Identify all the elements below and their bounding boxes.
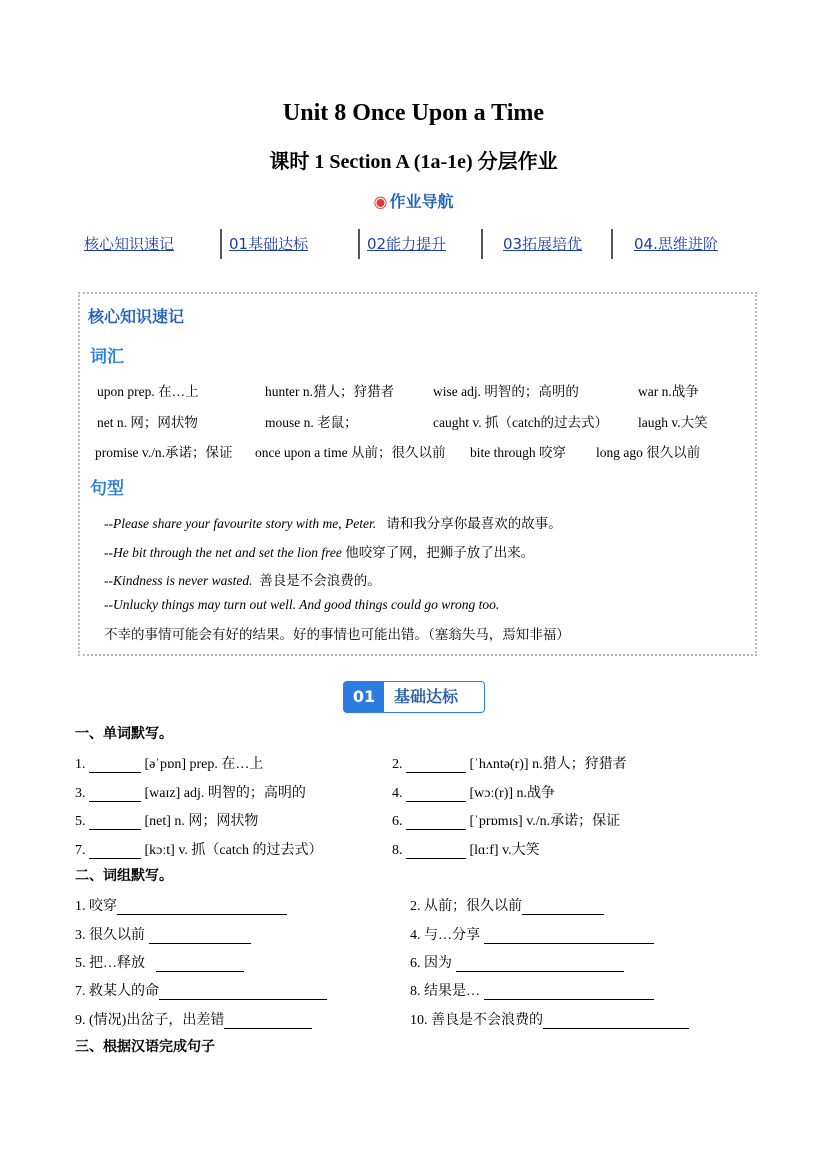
vocab-item: upon prep. 在…上 — [97, 384, 199, 399]
nav-divider — [481, 229, 483, 259]
answer-blank[interactable] — [159, 985, 327, 1000]
part-heading: 一、单词默写。 — [75, 726, 173, 742]
question-number: 3. — [75, 786, 86, 801]
phrase-question — [75, 895, 287, 915]
phrase-question — [410, 1009, 689, 1029]
badge-label: 基础达标 — [394, 687, 459, 706]
question-hint: [kɔːt] v. 抓（catch 的过去式） — [144, 843, 323, 858]
part-heading: 三、根据汉语完成句子 — [75, 1039, 215, 1055]
question-hint: [əˈpɒn] prep. 在…上 — [144, 757, 264, 772]
word-question — [392, 782, 555, 802]
question-text: 6. 因为 — [410, 956, 452, 971]
vocab-item: hunter n.猎人；狩猎者 — [265, 384, 394, 399]
nav-heading — [0, 189, 827, 212]
sentence-heading: 句型 — [90, 479, 124, 499]
question-hint: [waɪz] adj. 明智的；高明的 — [144, 786, 306, 801]
answer-blank[interactable] — [89, 815, 141, 830]
phrase-question — [410, 924, 654, 944]
word-question — [392, 810, 620, 830]
sentence-item — [104, 597, 499, 613]
answer-blank[interactable] — [543, 1014, 689, 1029]
sentence-zh: 他咬穿了网，把狮子放了出来。 — [345, 545, 535, 560]
nav-divider — [611, 229, 613, 259]
question-hint: [net] n. 网；网状物 — [144, 814, 259, 829]
sentence-item — [104, 541, 534, 561]
answer-blank[interactable] — [406, 815, 466, 830]
question-number: 6. — [392, 814, 403, 829]
vocab-item: wise adj. 明智的；高明的 — [433, 384, 579, 399]
answer-blank[interactable] — [117, 900, 287, 915]
nav-link-02[interactable]: 02能力提升 — [367, 235, 447, 253]
question-text: 5. 把…释放 — [75, 956, 145, 971]
phrase-question — [410, 895, 604, 915]
question-text: 10. 善良是不会浪费的 — [410, 1013, 543, 1028]
vocab-item: net n. 网；网状物 — [97, 415, 198, 430]
question-number: 7. — [75, 843, 86, 858]
word-question — [75, 839, 322, 859]
answer-blank[interactable] — [156, 957, 244, 972]
answer-blank[interactable] — [456, 957, 624, 972]
question-text: 2. 从前；很久以前 — [410, 899, 522, 914]
phrase-question — [75, 952, 244, 972]
answer-blank[interactable] — [484, 929, 654, 944]
sentence-zh-last: 不幸的事情可能会有好的结果。好的事情也可能出错。（塞翁失马，焉知非福） — [104, 627, 570, 642]
phrase-question — [410, 952, 624, 972]
question-hint: [ˈhʌntə(r)] n.猎人；狩猎者 — [469, 757, 627, 772]
nav-link-01[interactable]: 01基础达标 — [229, 235, 309, 253]
question-hint: [lɑːf] v.大笑 — [469, 843, 540, 858]
question-number: 4. — [392, 786, 403, 801]
question-text: 1. 咬穿 — [75, 899, 117, 914]
vocab-item: bite through 咬穿 — [470, 445, 566, 460]
page-subtitle: 课时 1 Section A (1a-1e) 分层作业 — [269, 151, 558, 173]
sentence-zh: 善良是不会浪费的。 — [259, 573, 381, 588]
nav-divider — [220, 229, 222, 259]
sentence-en: --Unlucky things may turn out well. And good things could go wrong too. — [104, 597, 500, 612]
nav-heading-label: 作业导航 — [389, 192, 454, 211]
word-question — [75, 810, 258, 830]
answer-blank[interactable] — [89, 844, 141, 859]
question-text: 4. 与…分享 — [410, 928, 480, 943]
answer-blank[interactable] — [149, 929, 251, 944]
answer-blank[interactable] — [224, 1014, 312, 1029]
word-question — [75, 782, 306, 802]
vocab-item: promise v./n.承诺；保证 — [95, 445, 233, 460]
vocab-item: war n.战争 — [638, 384, 699, 399]
vocab-item: mouse n. 老鼠； — [265, 415, 358, 430]
sentence-item — [104, 512, 562, 532]
question-text: 8. 结果是… — [410, 984, 480, 999]
sentence-en: --Please share your favourite story with me, Peter. — [104, 516, 377, 531]
section-badge — [343, 681, 485, 713]
location-pin-icon: ◉ — [373, 192, 388, 211]
question-number: 1. — [75, 757, 86, 772]
question-number: 5. — [75, 814, 86, 829]
badge-number: 01 — [344, 682, 384, 712]
homework-nav — [70, 229, 770, 261]
nav-divider — [358, 229, 360, 259]
vocab-heading: 词汇 — [90, 347, 124, 367]
page-title: Unit 8 Once Upon a Time — [282, 100, 545, 126]
answer-blank[interactable] — [522, 900, 604, 915]
question-text: 7. 救某人的命 — [75, 984, 159, 999]
answer-blank[interactable] — [406, 844, 466, 859]
vocab-item: laugh v.大笑 — [638, 415, 708, 430]
phrase-question — [75, 924, 251, 944]
sentence-en: --Kindness is never wasted. — [104, 573, 253, 588]
sentence-en: --He bit through the net and set the lion free — [104, 545, 342, 560]
nav-link-04[interactable]: 04.思维进阶 — [634, 235, 718, 253]
word-question — [75, 753, 263, 773]
phrase-question — [75, 980, 327, 1000]
answer-blank[interactable] — [89, 787, 141, 802]
word-question — [392, 839, 540, 859]
answer-blank[interactable] — [484, 985, 654, 1000]
answer-blank[interactable] — [406, 787, 466, 802]
answer-blank[interactable] — [406, 758, 466, 773]
word-question — [392, 753, 627, 773]
nav-link-core-knowledge[interactable]: 核心知识速记 — [84, 235, 175, 253]
vocab-item: caught v. 抓（catch的过去式） — [433, 415, 608, 430]
knowledge-heading: 核心知识速记 — [88, 307, 185, 326]
question-number: 8. — [392, 843, 403, 858]
nav-link-03[interactable]: 03拓展培优 — [503, 235, 583, 253]
part-heading: 二、词组默写。 — [75, 868, 173, 884]
question-hint: [wɔː(r)] n.战争 — [469, 786, 556, 801]
question-text: 9. (情况)出岔子，出差错 — [75, 1013, 225, 1028]
answer-blank[interactable] — [89, 758, 141, 773]
vocab-item: long ago 很久以前 — [596, 445, 701, 460]
question-hint: [ˈprɒmɪs] v./n.承诺；保证 — [469, 814, 621, 829]
question-number: 2. — [392, 757, 403, 772]
question-text: 3. 很久以前 — [75, 928, 145, 943]
phrase-question — [75, 1009, 312, 1029]
vocab-item: once upon a time 从前；很久以前 — [255, 445, 446, 460]
sentence-zh: 请和我分享你最喜欢的故事。 — [386, 516, 562, 531]
phrase-question — [410, 980, 654, 1000]
sentence-item — [104, 569, 381, 589]
